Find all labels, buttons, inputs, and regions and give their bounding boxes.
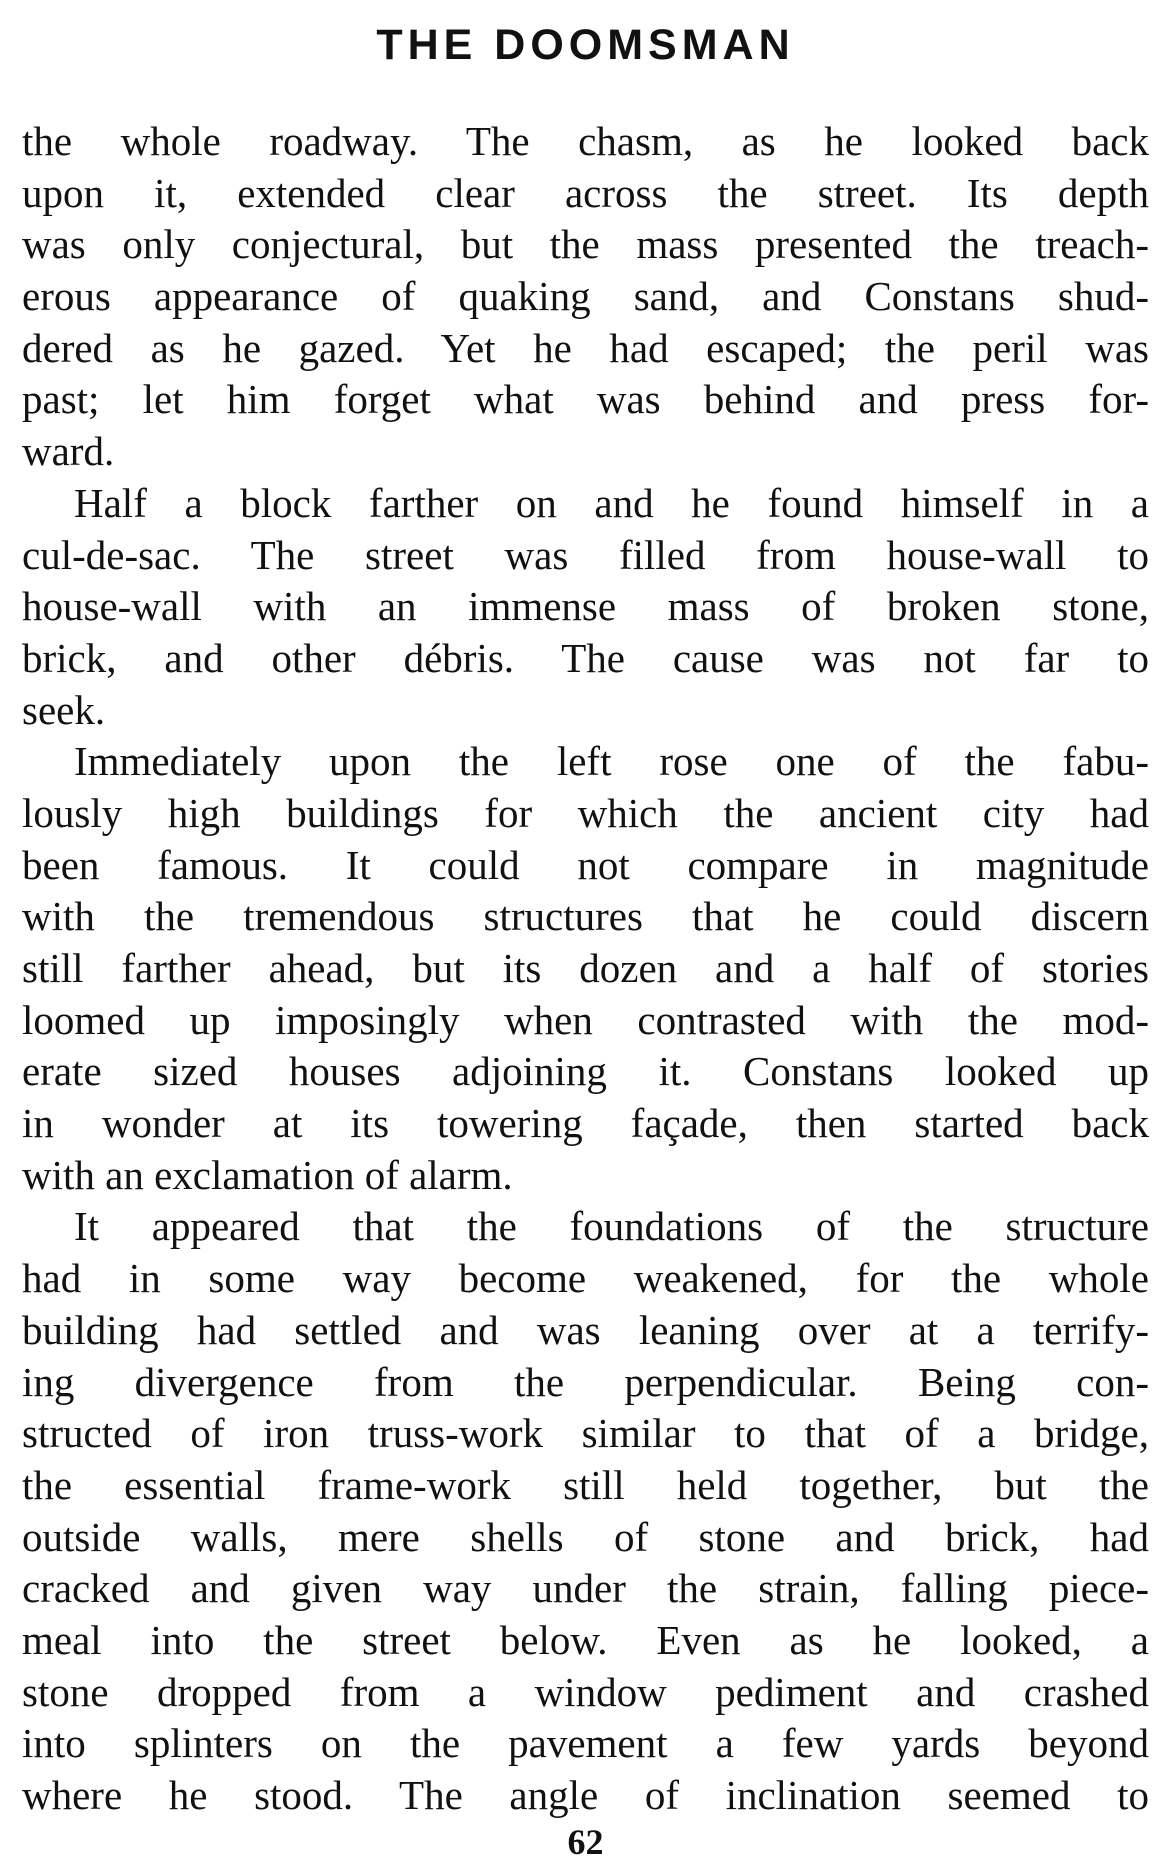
text-line: past; let him forget what was behind and press for-: [22, 376, 1149, 423]
text-line: meal into the street below. Even as he looked, a: [22, 1616, 1149, 1663]
text-line: been famous. It could not compare in magnitude: [22, 841, 1149, 888]
body-text: [22, 116, 1149, 1822]
text-line: house-wall with an immense mass of broken stone,: [22, 583, 1149, 630]
paragraph-4: [22, 1201, 1149, 1821]
text-line: was only conjectural, but the mass presented the treach-: [22, 221, 1149, 268]
text-line: with an exclamation of alarm.: [22, 1151, 513, 1198]
paragraph-3: [22, 736, 1149, 1201]
text-line: into splinters on the pavement a few yards beyond: [22, 1720, 1149, 1767]
text-line: in wonder at its towering façade, then started back: [22, 1100, 1149, 1147]
text-line: loomed up imposingly when contrasted with the mod-: [22, 996, 1149, 1043]
text-line: ward.: [22, 428, 115, 475]
text-line: ing divergence from the perpendicular. Being con-: [22, 1358, 1149, 1405]
text-line: outside walls, mere shells of stone and brick, had: [22, 1513, 1149, 1560]
text-line: erate sized houses adjoining it. Constans looked up: [22, 1048, 1149, 1095]
text-line: seek.: [22, 686, 106, 733]
text-line: the whole roadway. The chasm, as he looked back: [22, 118, 1149, 164]
text-line: stone dropped from a window pediment and crashed: [22, 1668, 1149, 1715]
text-line: still farther ahead, but its dozen and a half of stories: [22, 945, 1149, 991]
text-line: Half a block farther on and he found himself in a: [74, 479, 1149, 526]
text-line: cul-de-sac. The street was filled from house-wall to: [22, 531, 1149, 578]
text-line: dered as he gazed. Yet he had escaped; the peril was: [22, 324, 1149, 371]
text-line: upon it, extended clear across the street. Its depth: [22, 169, 1149, 216]
page-number: 62: [567, 1822, 604, 1862]
text-line: with the tremendous structures that he could discern: [22, 893, 1149, 940]
paragraph-1: [22, 116, 1149, 478]
text-line: It appeared that the foundations of the structure: [74, 1203, 1149, 1250]
text-line: building had settled and was leaning over at a terrify-: [22, 1306, 1149, 1353]
text-line: where he stood. The angle of inclination seemed to: [22, 1772, 1149, 1818]
text-line: had in some way become weakened, for the whole: [22, 1255, 1149, 1302]
text-line: cracked and given way under the strain, falling piece-: [22, 1565, 1149, 1612]
text-line: brick, and other débris. The cause was not far to: [22, 634, 1149, 681]
running-head: THE DOOMSMAN: [376, 21, 795, 69]
text-line: structed of iron truss-work similar to that of a bridge,: [22, 1410, 1149, 1457]
text-line: lously high buildings for which the ancient city had: [22, 789, 1149, 836]
text-line: the essential frame-work still held together, but the: [22, 1461, 1149, 1508]
text-line: erous appearance of quaking sand, and Constans shud-: [22, 273, 1149, 320]
book-page: [22, 0, 1149, 1870]
text-line: Immediately upon the left rose one of the fabu-: [74, 738, 1149, 785]
paragraph-2: [22, 478, 1149, 736]
